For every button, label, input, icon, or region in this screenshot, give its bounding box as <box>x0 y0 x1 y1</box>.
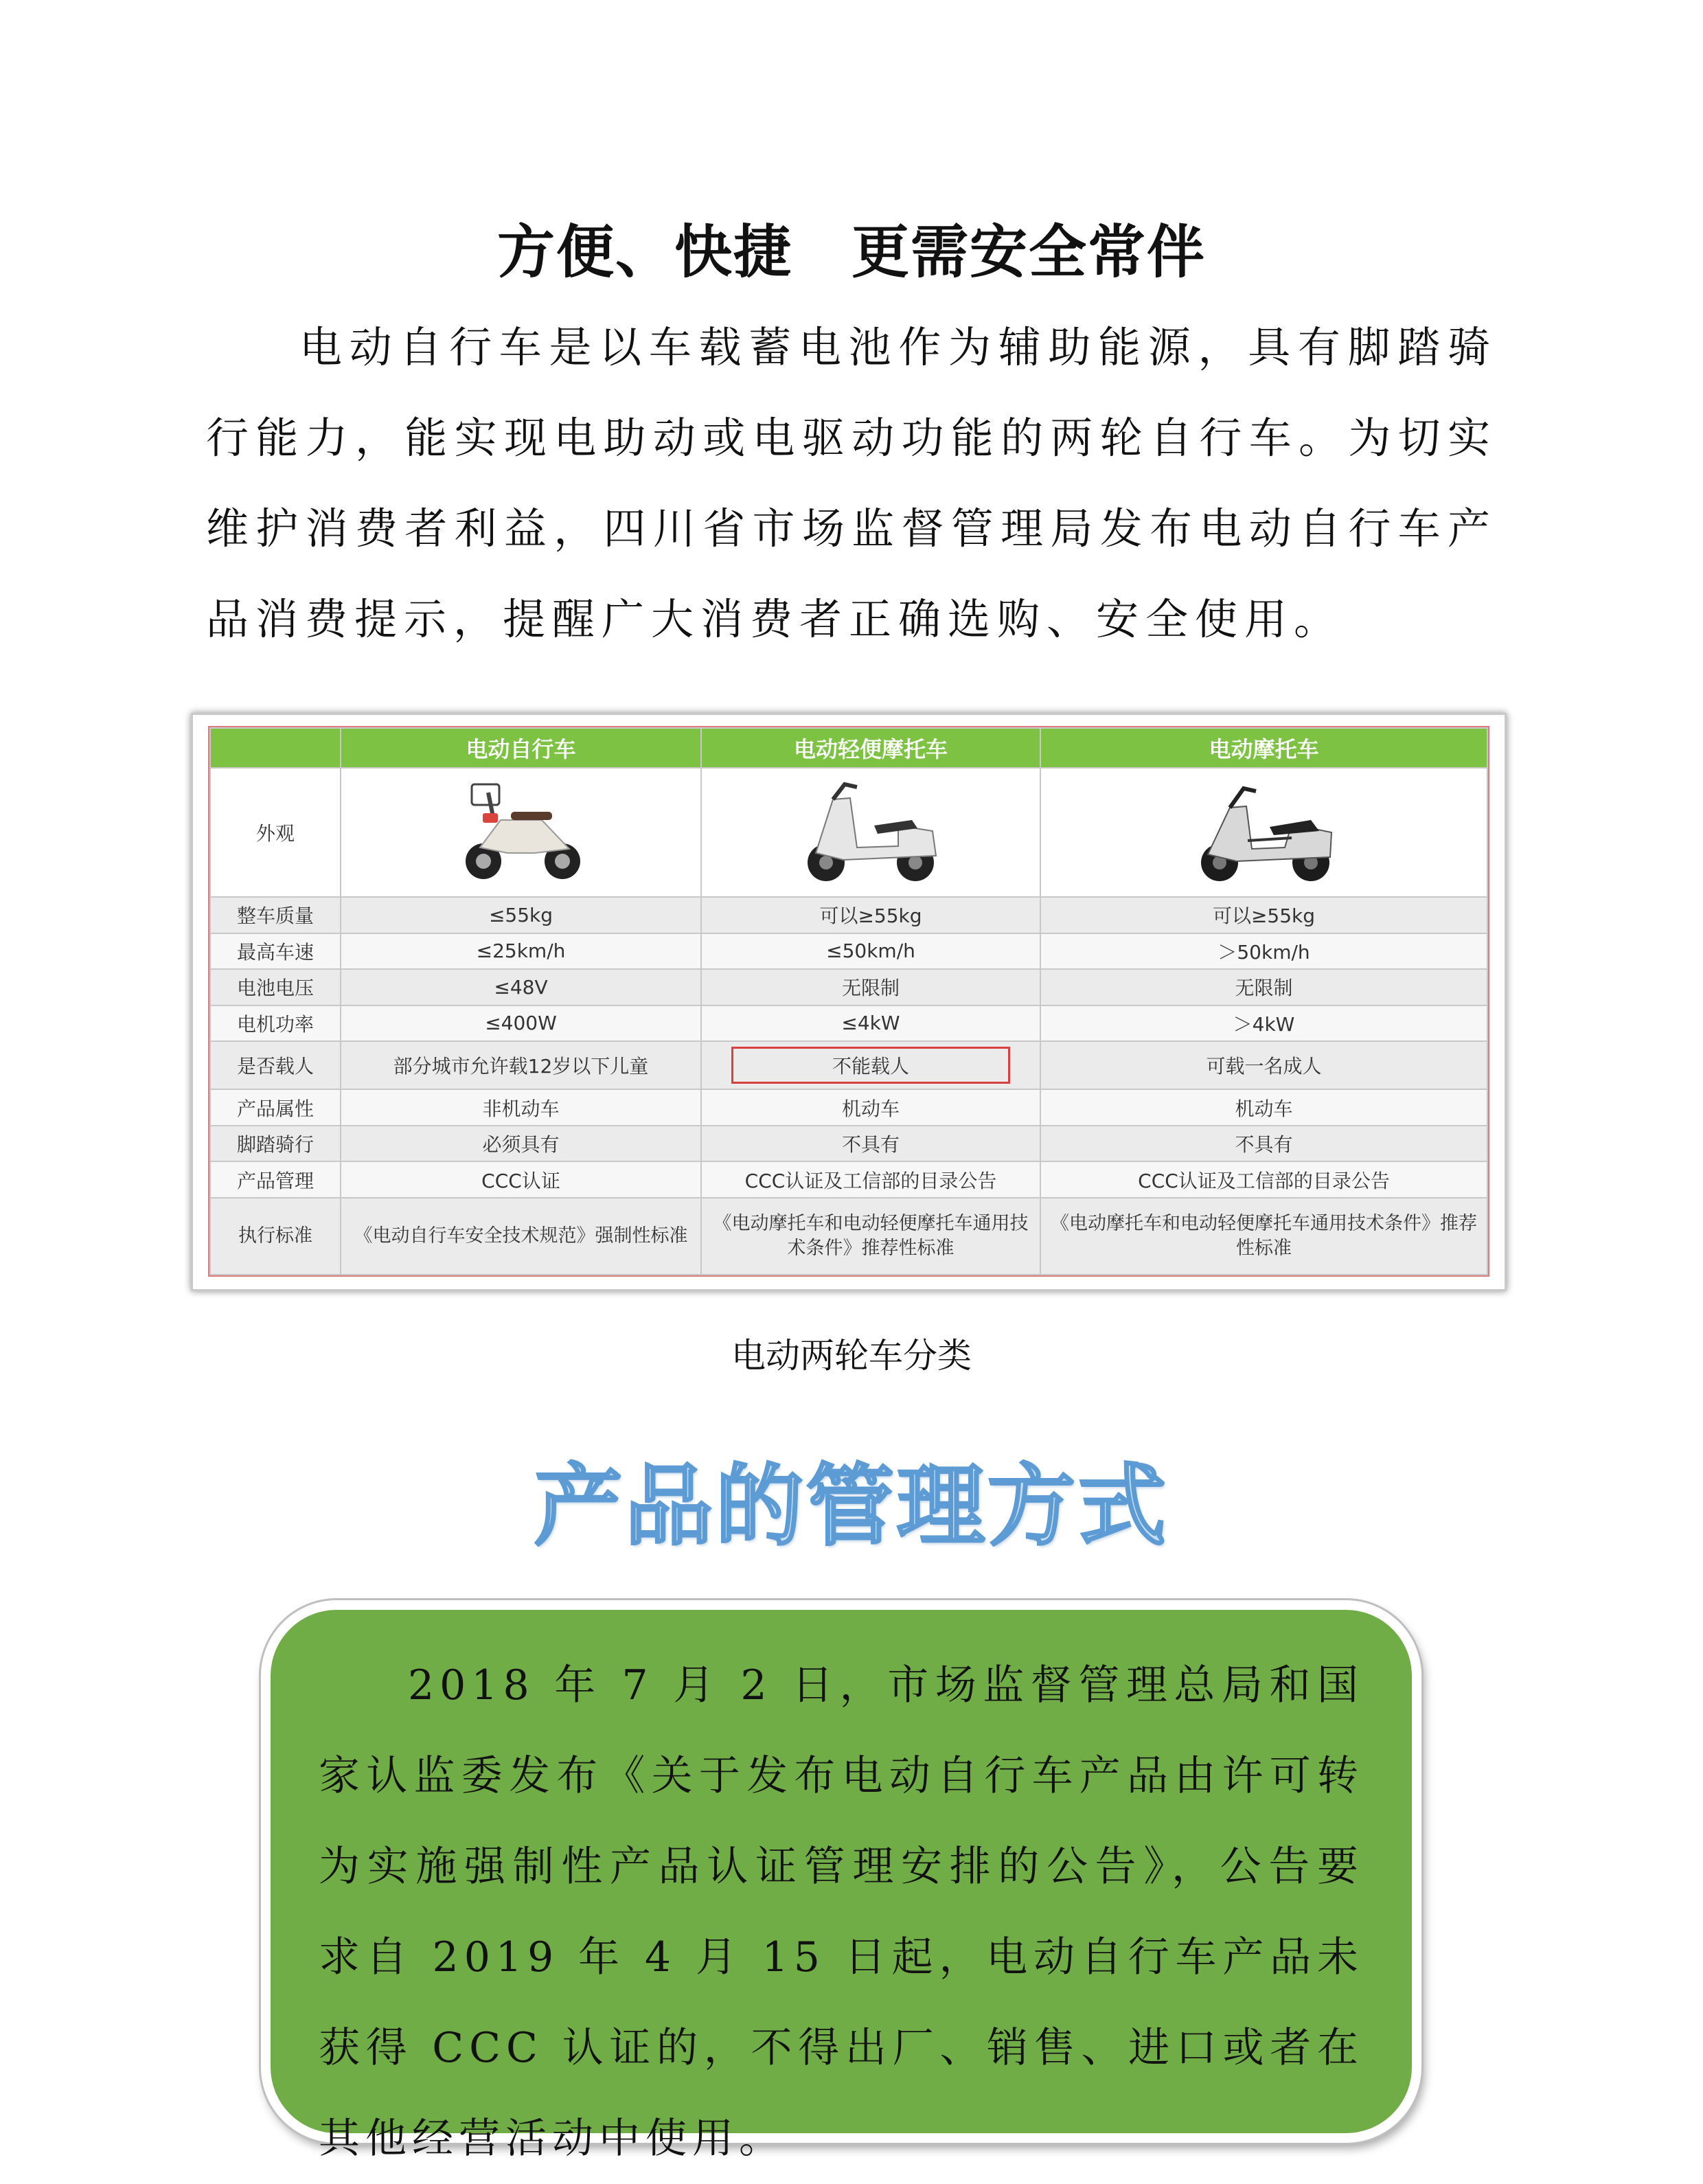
table-cell: 《电动摩托车和电动轻便摩托车通用技术条件》推荐性标准 <box>701 1198 1040 1275</box>
row-label: 执行标准 <box>210 1198 341 1275</box>
table-cell: ≤50km/h <box>701 933 1040 970</box>
table-row <box>210 969 1487 1005</box>
table-cell: CCC认证 <box>341 1161 701 1198</box>
e-moped-image <box>701 768 1040 897</box>
table-row <box>210 1089 1487 1126</box>
table-cell: ≤55kg <box>341 897 701 933</box>
table-cell: ＞4kW <box>1040 1005 1487 1042</box>
table-cell: ≤4kW <box>701 1005 1040 1042</box>
table-row <box>210 933 1487 970</box>
e-motorcycle-icon <box>1189 772 1340 889</box>
table-row <box>210 1161 1487 1198</box>
table-cell: 无限制 <box>701 969 1040 1005</box>
table-cell: 机动车 <box>1040 1089 1487 1126</box>
highlight-box: 不能载人 <box>731 1047 1010 1084</box>
table-header-row <box>210 728 1487 768</box>
table-cell: ≤25km/h <box>341 933 701 970</box>
appearance-label: 外观 <box>210 768 341 897</box>
table-cell: ≤48V <box>341 969 701 1005</box>
row-label: 脚踏骑行 <box>210 1126 341 1162</box>
intro-paragraph: 电动自行车是以车载蓄电池作为辅助能源，具有脚踏骑行能力，能实现电助动或电驱动功能的两轮自行车。为切实维护消费者利益，四川省市场监督管理局发布电动自行车产品消费提示，提醒广大消费者正确选购、安全使用。 <box>206 322 1497 644</box>
comparison-table-figure <box>191 713 1507 1291</box>
comparison-table-border <box>208 726 1489 1277</box>
table-row <box>210 897 1487 933</box>
table-cell: 《电动自行车安全技术规范》强制性标准 <box>341 1198 701 1275</box>
e-motorcycle-image <box>1040 768 1487 897</box>
table-cell: 不具有 <box>1040 1126 1487 1162</box>
table-caption: 电动两轮车分类 <box>731 1336 972 1376</box>
header-e-motorcycle: 电动摩托车 <box>1040 728 1487 768</box>
header-e-bike: 电动自行车 <box>341 728 701 768</box>
row-label: 产品属性 <box>210 1089 341 1126</box>
header-blank <box>210 728 341 768</box>
row-label: 最高车速 <box>210 933 341 970</box>
table-cell-highlighted <box>701 1041 1040 1089</box>
row-label: 产品管理 <box>210 1161 341 1198</box>
table-row <box>210 1041 1487 1089</box>
comparison-table <box>209 727 1488 1275</box>
info-box-text: 2018 年 7 月 2 日，市场监督管理总局和国家认监委发布《关于发布电动自行车产品由许可转为实施强制性产品认证管理安排的公告》，公告要求自 2019 年 4 月 15 日起，电动自行车产品未获得 CCC 认证的，不得出厂、销售、进口或者在其他经营活动中使用。 <box>319 1661 1364 2163</box>
table-cell: 机动车 <box>701 1089 1040 1126</box>
table-cell: 可以≥55kg <box>701 897 1040 933</box>
table-cell: CCC认证及工信部的目录公告 <box>1040 1161 1487 1198</box>
table-cell: 不具有 <box>701 1126 1040 1162</box>
table-cell: ≤400W <box>341 1005 701 1042</box>
table-cell: 部分城市允许载12岁以下儿童 <box>341 1041 701 1089</box>
row-label: 电机功率 <box>210 1005 341 1042</box>
table-cell: ＞50km/h <box>1040 933 1487 970</box>
table-cell: 可以≥55kg <box>1040 897 1487 933</box>
row-label: 整车质量 <box>210 897 341 933</box>
table-cell: 可载一名成人 <box>1040 1041 1487 1089</box>
e-moped-icon <box>795 772 946 889</box>
table-row <box>210 1126 1487 1162</box>
info-box <box>261 1600 1421 2163</box>
table-cell: 无限制 <box>1040 969 1487 1005</box>
table-cell: 非机动车 <box>341 1089 701 1126</box>
e-bike-image <box>341 768 701 897</box>
appearance-row <box>210 768 1487 897</box>
e-bike-icon <box>453 772 590 889</box>
header-e-moped: 电动轻便摩托车 <box>701 728 1040 768</box>
row-label: 是否载人 <box>210 1041 341 1089</box>
table-cell: CCC认证及工信部的目录公告 <box>701 1161 1040 1198</box>
row-label: 电池电压 <box>210 969 341 1005</box>
table-cell: 必须具有 <box>341 1126 701 1162</box>
page-title: 方便、快捷 更需安全常伴 <box>496 218 1206 286</box>
table-row <box>210 1005 1487 1042</box>
section-heading: 产品的管理方式 <box>534 1455 1169 1558</box>
table-cell: 《电动摩托车和电动轻便摩托车通用技术条件》推荐性标准 <box>1040 1198 1487 1275</box>
table-row <box>210 1198 1487 1275</box>
